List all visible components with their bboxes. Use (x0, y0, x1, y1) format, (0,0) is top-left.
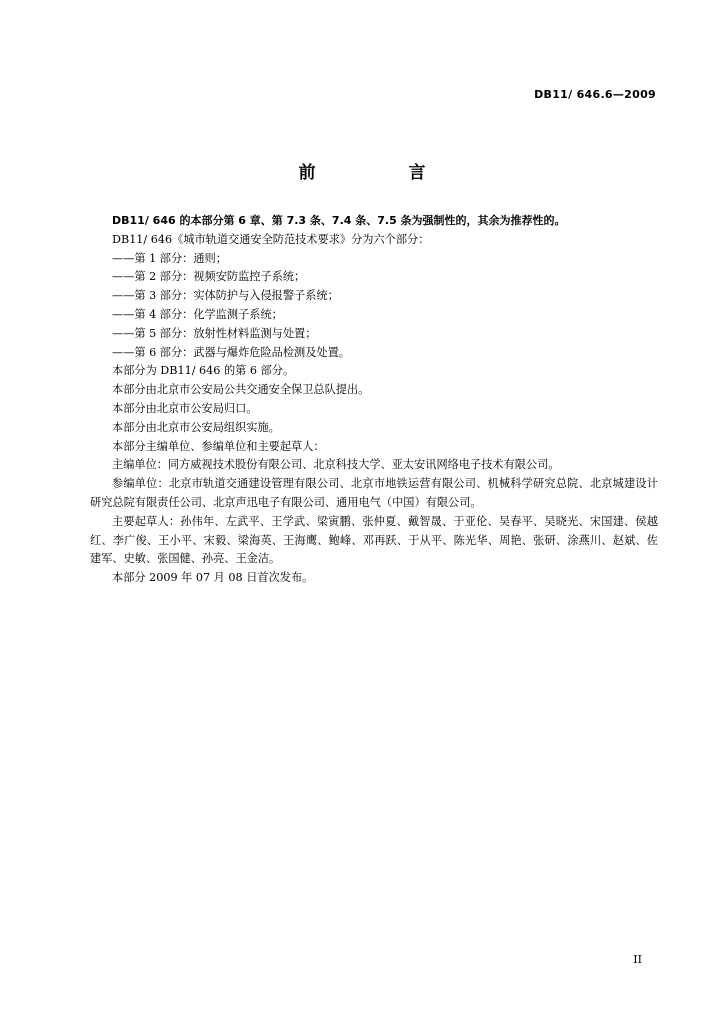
list-item-part-6: ——第 6 部分：武器与爆炸危险品检测及处置。 (112, 345, 350, 359)
list-item-part-4: ——第 4 部分：化学监测子系统； (112, 307, 283, 321)
paragraph-drafting-units: 本部分主编单位、参编单位和主要起草人： (112, 439, 325, 453)
list-item-part-3: ——第 3 部分：实体防护与入侵报警子系统； (112, 289, 339, 303)
paragraph-mandatory-clauses: DB11/ 646 的本部分第 6 章、第 7.3 条、7.4 条、7.5 条为强制性的，其余为推荐性的。 (112, 214, 566, 227)
list-item-part-5: ——第 5 部分：放射性材料监测与处置； (112, 326, 317, 340)
paragraph-participating-units: 参编单位：北京市轨道交通建设管理有限公司、北京市地铁运营有限公司、机械科学研究总院、北京城建设计研究总院有限责任公司、北京声迅电子有限公司、通用电气（中国）有限公司。 (90, 477, 658, 509)
list-item-part-2: ——第 2 部分：视频安防监控子系统； (112, 270, 306, 284)
list-item-part-1: ——第 1 部分：通则； (112, 251, 227, 265)
paragraph-chief-editors: 主编单位：同方威视技术股份有限公司、北京科技大学、亚太安讯网络电子技术有限公司。 (112, 458, 560, 472)
foreword-body (90, 212, 658, 588)
paragraph-this-part: 本部分为 DB11/ 646 的第 6 部分。 (112, 364, 295, 378)
paragraph-standard-parts: DB11/ 646《城市轨道交通安全防范技术要求》分为六个部分： (112, 232, 430, 246)
paragraph-implemented-by: 本部分由北京市公安局组织实施。 (112, 420, 280, 434)
page-number: II (633, 953, 642, 966)
paragraph-centralized-by: 本部分由北京市公安局归口。 (112, 401, 258, 415)
page-title: 前 言 (298, 163, 464, 183)
paragraph-main-drafters: 主要起草人：孙伟年、左武平、王学武、梁寅鹏、张仲夏、戴智晟、于亚伦、吴春平、吴晓光、宋国建、侯越红、李广俊、王小平、宋毅、梁海英、王海鹰、鲍峰、邓再跃、于从平、陈光华、周艳、张研、涂燕川、赵斌、佐建军、史敏、张国健、孙亮、王金洁。 (90, 514, 658, 566)
document-code: DB11/ 646.6—2009 (534, 88, 656, 101)
paragraph-proposed-by: 本部分由北京市公安局公共交通安全保卫总队提出。 (112, 383, 370, 397)
paragraph-release-date: 本部分 2009 年 07 月 08 日首次发布。 (112, 571, 314, 585)
